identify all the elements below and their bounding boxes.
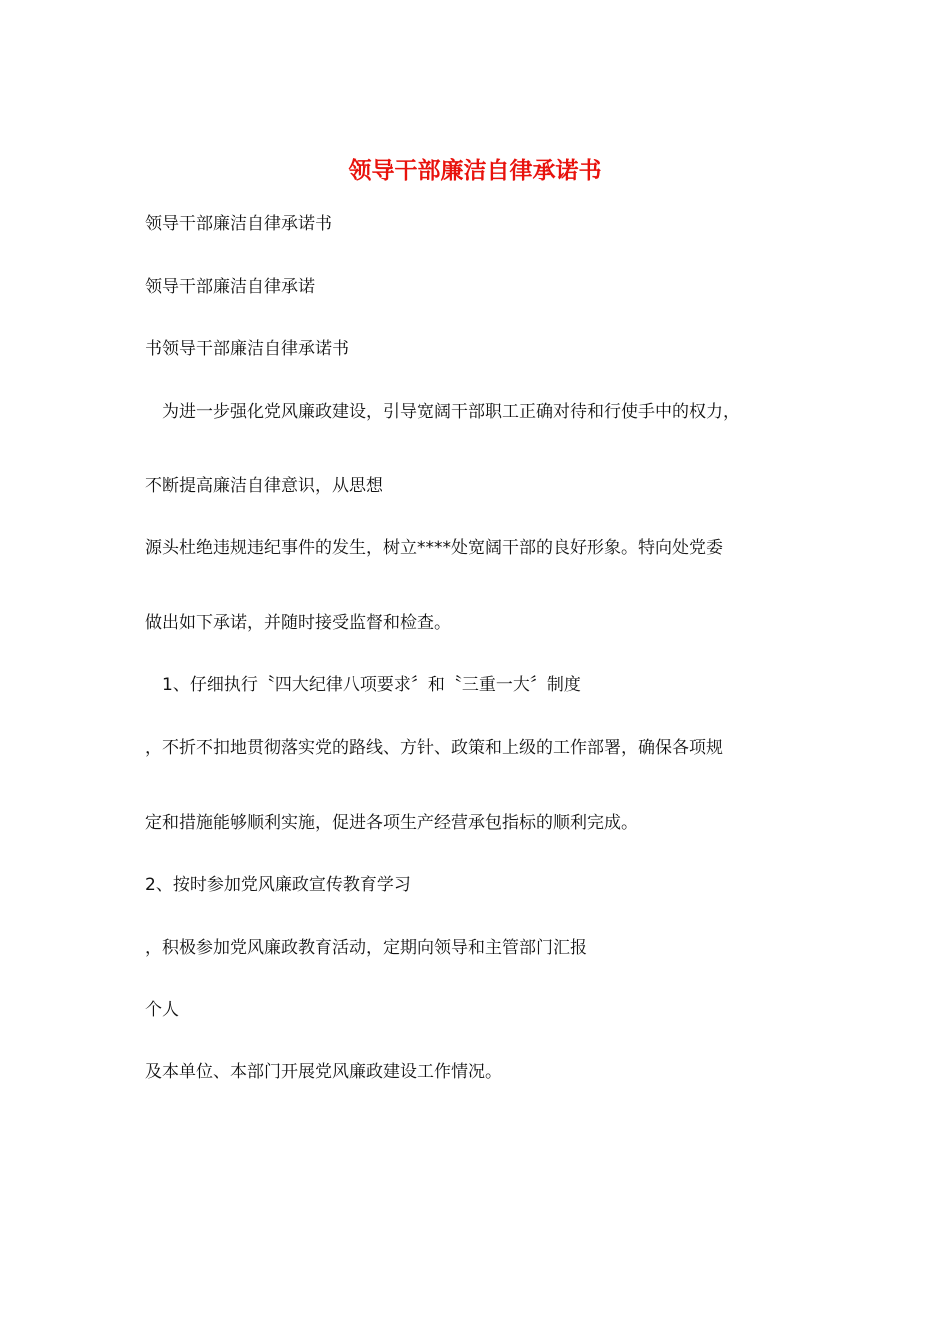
text-line-5: 不断提高廉洁自律意识，从思想 xyxy=(145,476,383,496)
text-line-10: 定和措施能够顺利实施，促进各项生产经营承包指标的顺利完成。 xyxy=(145,813,638,833)
text-line-11: 2、按时参加党风廉政宣传教育学习 xyxy=(145,875,411,895)
text-line-7: 做出如下承诺，并随时接受监督和检查。 xyxy=(145,613,451,633)
text-line-8: 1、仔细执行〝四大纪律八项要求〞和〝三重一大〞制度 xyxy=(145,675,581,695)
text-line-1: 领导干部廉洁自律承诺书 xyxy=(145,214,332,234)
text-line-2: 领导干部廉洁自律承诺 xyxy=(145,277,315,297)
text-line-3: 书领导干部廉洁自律承诺书 xyxy=(145,339,349,359)
text-line-14: 及本单位、本部门开展党风廉政建设工作情况。 xyxy=(145,1062,502,1082)
text-line-9: ，不折不扣地贯彻落实党的路线、方针、政策和上级的工作部署，确保各项规 xyxy=(145,738,723,758)
text-line-6: 源头杜绝违规违纪事件的发生，树立****处宽阔干部的良好形象。特向处党委 xyxy=(145,538,723,558)
text-line-13: 个人 xyxy=(145,1000,179,1020)
text-line-4: 为进一步强化党风廉政建设，引导宽阔干部职工正确对待和行使手中的权力， xyxy=(145,402,740,422)
document-title: 领导干部廉洁自律承诺书 xyxy=(348,157,602,184)
text-line-12: ，积极参加党风廉政教育活动，定期向领导和主管部门汇报 xyxy=(145,938,587,958)
